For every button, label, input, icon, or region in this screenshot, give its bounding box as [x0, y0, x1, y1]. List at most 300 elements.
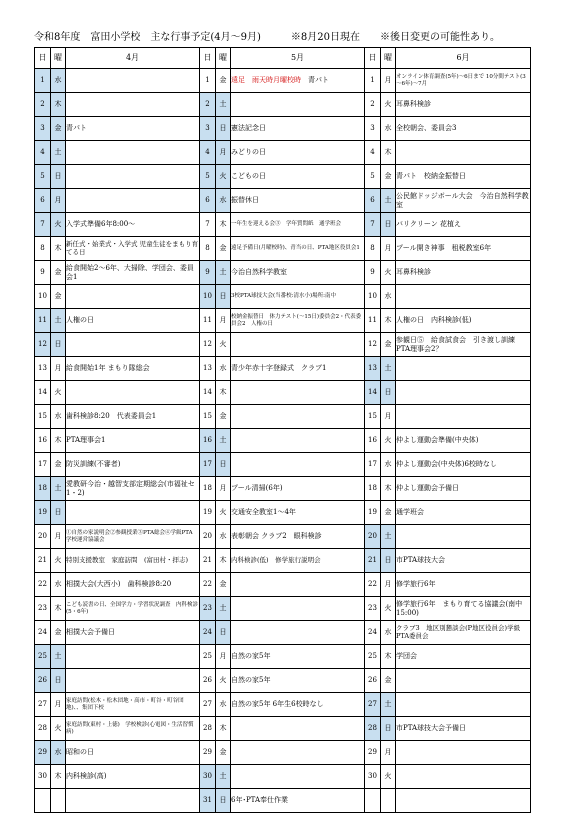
april-day-cell: 21: [35, 549, 51, 573]
april-day-cell: 16: [35, 429, 51, 453]
april-weekday-cell: 水: [51, 741, 66, 765]
may-day-cell: 11: [200, 309, 216, 333]
table-row: [35, 141, 531, 165]
may-event-cell: 今治自然科学教室: [231, 261, 365, 285]
may-weekday-cell: 木: [216, 717, 231, 741]
june-day-cell: 28: [365, 717, 381, 741]
header-june: 6月: [396, 48, 531, 69]
june-day-cell: 27: [365, 693, 381, 717]
june-event-cell: [396, 765, 531, 789]
june-day-cell: 4: [365, 141, 381, 165]
table-row: [35, 717, 531, 741]
june-day-cell: [365, 789, 381, 813]
table-row: [35, 621, 531, 645]
june-event-cell: 耳鼻科検診: [396, 261, 531, 285]
may-event-cell: [231, 597, 365, 621]
header-day: 日: [365, 48, 381, 69]
june-day-cell: 2: [365, 93, 381, 117]
april-day-cell: 13: [35, 357, 51, 381]
june-day-cell: 7: [365, 213, 381, 237]
header-row: [35, 48, 531, 69]
table-row: [35, 189, 531, 213]
april-day-cell: 17: [35, 453, 51, 477]
april-weekday-cell: 土: [51, 645, 66, 669]
april-event-cell: [66, 333, 200, 357]
june-weekday-cell: 日: [381, 381, 396, 405]
june-event-cell: バリクリーン 花植え: [396, 213, 531, 237]
june-event-cell: 修学旅行6年: [396, 573, 531, 597]
april-day-cell: [35, 789, 51, 813]
table-row: [35, 741, 531, 765]
april-weekday-cell: 土: [51, 309, 66, 333]
june-day-cell: 16: [365, 429, 381, 453]
april-weekday-cell: 木: [51, 93, 66, 117]
may-day-cell: 12: [200, 333, 216, 357]
may-weekday-cell: 木: [216, 381, 231, 405]
april-day-cell: 27: [35, 693, 51, 717]
june-weekday-cell: 月: [381, 573, 396, 597]
may-weekday-cell: 月: [216, 645, 231, 669]
table-row: [35, 765, 531, 789]
may-event-cell: [231, 741, 365, 765]
april-day-cell: 25: [35, 645, 51, 669]
may-day-cell: 22: [200, 573, 216, 597]
june-weekday-cell: 月: [381, 405, 396, 429]
may-day-cell: 17: [200, 453, 216, 477]
may-weekday-cell: 火: [216, 501, 231, 525]
may-weekday-cell: 日: [216, 621, 231, 645]
may-weekday-cell: 木: [216, 213, 231, 237]
june-event-cell: [396, 669, 531, 693]
june-weekday-cell: 火: [381, 765, 396, 789]
may-weekday-cell: 土: [216, 261, 231, 285]
june-event-cell: [396, 381, 531, 405]
april-day-cell: 29: [35, 741, 51, 765]
june-day-cell: 23: [365, 597, 381, 621]
june-event-cell: 参観日⑤ 給食試食会 引き渡し訓練 PTA理事会2？: [396, 333, 531, 357]
header-day: 日: [35, 48, 51, 69]
event-text: 青パト: [308, 76, 329, 85]
june-day-cell: 10: [365, 285, 381, 309]
june-day-cell: 8: [365, 237, 381, 261]
april-weekday-cell: 金: [51, 285, 66, 309]
april-weekday-cell: 火: [51, 213, 66, 237]
april-weekday-cell: 土: [51, 477, 66, 501]
april-weekday-cell: 金: [51, 621, 66, 645]
may-weekday-cell: 火: [216, 165, 231, 189]
may-event-cell: 3校PTA球技大会(当番校:清水小)場所:南中: [231, 285, 365, 309]
june-event-cell: クラブ3 地区別懇談会(P地区役員会)学級PTA委員会: [396, 621, 531, 645]
april-event-cell: 青パト: [66, 117, 200, 141]
april-event-cell: 人権の日: [66, 309, 200, 333]
june-day-cell: 24: [365, 621, 381, 645]
may-day-cell: 1: [200, 69, 216, 93]
april-weekday-cell: 日: [51, 165, 66, 189]
may-weekday-cell: 金: [216, 69, 231, 93]
june-weekday-cell: 水: [381, 621, 396, 645]
june-event-cell: 学団会: [396, 645, 531, 669]
june-weekday-cell: 土: [381, 525, 396, 549]
may-weekday-cell: 日: [216, 789, 231, 813]
header-april: 4月: [66, 48, 200, 69]
schedule-body: [35, 69, 531, 813]
may-event-cell: 6年･PTA奉仕作業: [231, 789, 365, 813]
april-day-cell: 22: [35, 573, 51, 597]
may-event-cell: みどりの日: [231, 141, 365, 165]
may-event-cell: [231, 573, 365, 597]
may-day-cell: 13: [200, 357, 216, 381]
april-day-cell: 2: [35, 93, 51, 117]
may-event-cell: 一年生を迎える会③ 学年質問紙 通学班会: [231, 213, 365, 237]
april-event-cell: [66, 789, 200, 813]
event-schedule-table: [34, 47, 531, 813]
may-day-cell: 2: [200, 93, 216, 117]
april-event-cell: こども読書の日、全国学力・学習状況調査 内科検診(5・6年): [66, 597, 200, 621]
june-event-cell: 通学班会: [396, 501, 531, 525]
may-event-cell: [231, 69, 365, 93]
june-weekday-cell: 木: [381, 477, 396, 501]
may-weekday-cell: 水: [216, 693, 231, 717]
april-event-cell: [66, 141, 200, 165]
may-day-cell: 9: [200, 261, 216, 285]
april-event-cell: [66, 285, 200, 309]
may-event-cell: 憲法記念日: [231, 117, 365, 141]
may-event-cell: 自然の家5年 6年生6校時なし: [231, 693, 365, 717]
june-weekday-cell: 金: [381, 333, 396, 357]
may-day-cell: 26: [200, 669, 216, 693]
may-day-cell: 5: [200, 165, 216, 189]
april-weekday-cell: 月: [51, 693, 66, 717]
table-row: [35, 573, 531, 597]
april-event-cell: 給食開始2～6年、大掃除、学団会、委員会1: [66, 261, 200, 285]
april-event-cell: [66, 189, 200, 213]
april-day-cell: 15: [35, 405, 51, 429]
table-row: [35, 501, 531, 525]
june-day-cell: 13: [365, 357, 381, 381]
may-day-cell: 3: [200, 117, 216, 141]
may-event-cell: 振替休日: [231, 189, 365, 213]
may-event-cell: 交通安全教室1～4年: [231, 501, 365, 525]
june-event-cell: 市PTA球技大会予備日: [396, 717, 531, 741]
june-event-cell: 市PTA球技大会: [396, 549, 531, 573]
june-event-cell: 耳鼻科検診: [396, 93, 531, 117]
april-day-cell: 10: [35, 285, 51, 309]
april-weekday-cell: 月: [51, 189, 66, 213]
june-day-cell: 26: [365, 669, 381, 693]
table-row: [35, 669, 531, 693]
april-weekday-cell: 木: [51, 765, 66, 789]
may-day-cell: 20: [200, 525, 216, 549]
june-weekday-cell: 水: [381, 285, 396, 309]
may-event-cell: 遠足予備日(月曜校時)、青当の日、PTA地区役員会1: [231, 237, 365, 261]
table-row: [35, 597, 531, 621]
may-day-cell: 18: [200, 477, 216, 501]
may-day-cell: 16: [200, 429, 216, 453]
june-event-cell: [396, 285, 531, 309]
june-weekday-cell: 木: [381, 141, 396, 165]
april-weekday-cell: 火: [51, 717, 66, 741]
header-weekday: 曜: [51, 48, 66, 69]
may-weekday-cell: 土: [216, 429, 231, 453]
table-row: [35, 237, 531, 261]
june-day-cell: 9: [365, 261, 381, 285]
may-day-cell: 7: [200, 213, 216, 237]
june-event-cell: [396, 357, 531, 381]
may-day-cell: 31: [200, 789, 216, 813]
april-weekday-cell: 火: [51, 381, 66, 405]
april-event-cell: 家庭訪問(松木・松木団地・高市・町谷・町谷団地)、、集団下校: [66, 693, 200, 717]
may-weekday-cell: 土: [216, 765, 231, 789]
may-event-cell: [231, 717, 365, 741]
june-day-cell: 11: [365, 309, 381, 333]
june-event-cell: [396, 789, 531, 813]
may-weekday-cell: 金: [216, 741, 231, 765]
june-weekday-cell: 木: [381, 309, 396, 333]
june-day-cell: 25: [365, 645, 381, 669]
header-weekday: 曜: [216, 48, 231, 69]
june-weekday-cell: 月: [381, 741, 396, 765]
june-day-cell: 3: [365, 117, 381, 141]
april-weekday-cell: 土: [51, 141, 66, 165]
page-title: 令和8年度 富田小学校 主な行事予定(4月～9月) ※8月20日現在 ※後日変更の可能性あり。: [34, 32, 500, 43]
may-weekday-cell: 火: [216, 669, 231, 693]
may-day-cell: 23: [200, 597, 216, 621]
april-event-cell: [66, 69, 200, 93]
may-event-cell: 内科検診(低) 修学旅行説明会: [231, 549, 365, 573]
table-row: [35, 429, 531, 453]
may-day-cell: 30: [200, 765, 216, 789]
april-event-cell: 給食開始1年 まもり隊総会: [66, 357, 200, 381]
april-event-cell: [66, 669, 200, 693]
may-weekday-cell: 木: [216, 549, 231, 573]
may-weekday-cell: 月: [216, 477, 231, 501]
april-event-cell: 内科検診(高): [66, 765, 200, 789]
june-day-cell: 1: [365, 69, 381, 93]
may-day-cell: 28: [200, 717, 216, 741]
table-row: [35, 117, 531, 141]
april-weekday-cell: [51, 789, 66, 813]
june-event-cell: 公民館ドッジボール大会 今治自然科学教室: [396, 189, 531, 213]
june-weekday-cell: 火: [381, 597, 396, 621]
june-weekday-cell: 火: [381, 261, 396, 285]
table-row: [35, 381, 531, 405]
april-day-cell: 3: [35, 117, 51, 141]
june-day-cell: 18: [365, 477, 381, 501]
header-day: 日: [200, 48, 216, 69]
may-day-cell: 19: [200, 501, 216, 525]
april-weekday-cell: 水: [51, 69, 66, 93]
april-event-cell: 昭和の日: [66, 741, 200, 765]
april-weekday-cell: 日: [51, 669, 66, 693]
june-event-cell: 青パト 校納金振替日: [396, 165, 531, 189]
june-event-cell: 仲よし運動会(中央体)6校時なし: [396, 453, 531, 477]
april-event-cell: 相撲大会(大西小) 歯科検診8:20: [66, 573, 200, 597]
june-day-cell: 17: [365, 453, 381, 477]
april-weekday-cell: 火: [51, 549, 66, 573]
april-day-cell: 1: [35, 69, 51, 93]
may-weekday-cell: 月: [216, 309, 231, 333]
june-event-cell: 全校朝会、委員会3: [396, 117, 531, 141]
june-weekday-cell: 金: [381, 165, 396, 189]
june-weekday-cell: 日: [381, 549, 396, 573]
table-row: [35, 645, 531, 669]
may-day-cell: 4: [200, 141, 216, 165]
june-day-cell: 29: [365, 741, 381, 765]
table-row: [35, 453, 531, 477]
june-day-cell: 19: [365, 501, 381, 525]
april-weekday-cell: 日: [51, 501, 66, 525]
may-event-cell: こどもの日: [231, 165, 365, 189]
may-event-cell: 表彰朝会 クラブ2 眼科検診: [231, 525, 365, 549]
may-weekday-cell: 金: [216, 237, 231, 261]
june-day-cell: 20: [365, 525, 381, 549]
april-day-cell: 11: [35, 309, 51, 333]
june-event-cell: [396, 141, 531, 165]
june-weekday-cell: 土: [381, 357, 396, 381]
june-event-cell: [396, 741, 531, 765]
june-weekday-cell: 月: [381, 69, 396, 93]
may-weekday-cell: 水: [216, 357, 231, 381]
may-weekday-cell: 土: [216, 597, 231, 621]
april-weekday-cell: 水: [51, 405, 66, 429]
april-weekday-cell: 木: [51, 597, 66, 621]
june-day-cell: 14: [365, 381, 381, 405]
may-weekday-cell: 日: [216, 453, 231, 477]
table-row: [35, 477, 531, 501]
table-row: [35, 789, 531, 813]
may-day-cell: 8: [200, 237, 216, 261]
june-event-cell: プール開き神事 租税教室6年: [396, 237, 531, 261]
april-weekday-cell: 金: [51, 261, 66, 285]
table-row: [35, 693, 531, 717]
table-row: [35, 405, 531, 429]
june-event-cell: [396, 525, 531, 549]
header-may: 5月: [231, 48, 365, 69]
april-day-cell: 28: [35, 717, 51, 741]
april-day-cell: 26: [35, 669, 51, 693]
april-day-cell: 5: [35, 165, 51, 189]
june-weekday-cell: 金: [381, 669, 396, 693]
april-event-cell: [66, 381, 200, 405]
april-day-cell: 6: [35, 189, 51, 213]
table-row: [35, 525, 531, 549]
may-day-cell: 14: [200, 381, 216, 405]
april-day-cell: 18: [35, 477, 51, 501]
april-weekday-cell: 水: [51, 573, 66, 597]
april-event-cell: 愛教研今治・越智支部定期総会(市福祉セ1・2): [66, 477, 200, 501]
june-weekday-cell: 土: [381, 189, 396, 213]
may-event-cell: [231, 429, 365, 453]
may-weekday-cell: 月: [216, 141, 231, 165]
april-day-cell: 9: [35, 261, 51, 285]
may-day-cell: 6: [200, 189, 216, 213]
april-event-cell: PTA理事会1: [66, 429, 200, 453]
table-row: [35, 333, 531, 357]
april-day-cell: 20: [35, 525, 51, 549]
june-day-cell: 22: [365, 573, 381, 597]
april-day-cell: 23: [35, 597, 51, 621]
june-day-cell: 12: [365, 333, 381, 357]
june-weekday-cell: [381, 789, 396, 813]
may-day-cell: 25: [200, 645, 216, 669]
april-weekday-cell: 月: [51, 357, 66, 381]
june-event-cell: [396, 693, 531, 717]
june-day-cell: 6: [365, 189, 381, 213]
may-event-cell: 青少年赤十字登録式 クラブ1: [231, 357, 365, 381]
may-event-cell: プール清掃(6年): [231, 477, 365, 501]
june-weekday-cell: 月: [381, 237, 396, 261]
april-weekday-cell: 日: [51, 333, 66, 357]
may-event-cell: 自然の家5年: [231, 645, 365, 669]
june-event-cell: 仲よし運動会準備(中央体): [396, 429, 531, 453]
june-event-cell: オンライン体育調査(5年)～6日まで 10分間テスト(3～6年)～7月: [396, 69, 531, 93]
june-weekday-cell: 日: [381, 213, 396, 237]
june-day-cell: 21: [365, 549, 381, 573]
april-day-cell: 7: [35, 213, 51, 237]
april-event-cell: 相撲大会予備日: [66, 621, 200, 645]
april-day-cell: 14: [35, 381, 51, 405]
may-weekday-cell: 日: [216, 117, 231, 141]
april-event-cell: [66, 165, 200, 189]
may-weekday-cell: 水: [216, 525, 231, 549]
table-row: [35, 69, 531, 93]
table-row: [35, 213, 531, 237]
table-row: [35, 93, 531, 117]
april-event-cell: 家庭訪問(東村・上徳) 学校検診(心電図・生活習慣病): [66, 717, 200, 741]
header-weekday: 曜: [381, 48, 396, 69]
june-day-cell: 30: [365, 765, 381, 789]
may-day-cell: 15: [200, 405, 216, 429]
may-day-cell: 21: [200, 549, 216, 573]
may-day-cell: 10: [200, 285, 216, 309]
april-event-cell: 特別支援教室 家庭訪問 (富田村・拝志): [66, 549, 200, 573]
may-event-cell: [231, 381, 365, 405]
april-day-cell: 19: [35, 501, 51, 525]
may-weekday-cell: 日: [216, 285, 231, 309]
may-event-cell: [231, 93, 365, 117]
may-weekday-cell: 金: [216, 405, 231, 429]
june-event-cell: 人権の日 内科検診(低): [396, 309, 531, 333]
april-weekday-cell: 木: [51, 237, 66, 261]
april-day-cell: 30: [35, 765, 51, 789]
june-event-cell: 修学旅行6年 まもり育てる協議会(南中 15:00): [396, 597, 531, 621]
table-row: [35, 165, 531, 189]
june-weekday-cell: 日: [381, 717, 396, 741]
april-day-cell: 4: [35, 141, 51, 165]
table-row: [35, 261, 531, 285]
april-event-cell: 防災訓練(不審者): [66, 453, 200, 477]
may-event-cell: 自然の家5年: [231, 669, 365, 693]
april-day-cell: 24: [35, 621, 51, 645]
may-weekday-cell: 火: [216, 333, 231, 357]
may-event-cell: [231, 405, 365, 429]
june-weekday-cell: 火: [381, 93, 396, 117]
may-event-cell: 校納金振替日 体力テスト(～15日)委員会2・代表委員会2 人権の日: [231, 309, 365, 333]
may-weekday-cell: 水: [216, 189, 231, 213]
june-weekday-cell: 土: [381, 693, 396, 717]
june-day-cell: 15: [365, 405, 381, 429]
june-event-cell: 仲よし運動会予備日: [396, 477, 531, 501]
april-event-cell: 入学式準備6年8:00～: [66, 213, 200, 237]
april-event-cell: 新任式・始業式・入学式 児童生徒をまもり育てる日: [66, 237, 200, 261]
april-event-cell: 歯科検診8:20 代表委員会1: [66, 405, 200, 429]
june-weekday-cell: 木: [381, 645, 396, 669]
april-day-cell: 12: [35, 333, 51, 357]
table-row: [35, 357, 531, 381]
table-row: [35, 549, 531, 573]
may-weekday-cell: 金: [216, 573, 231, 597]
june-weekday-cell: 水: [381, 453, 396, 477]
